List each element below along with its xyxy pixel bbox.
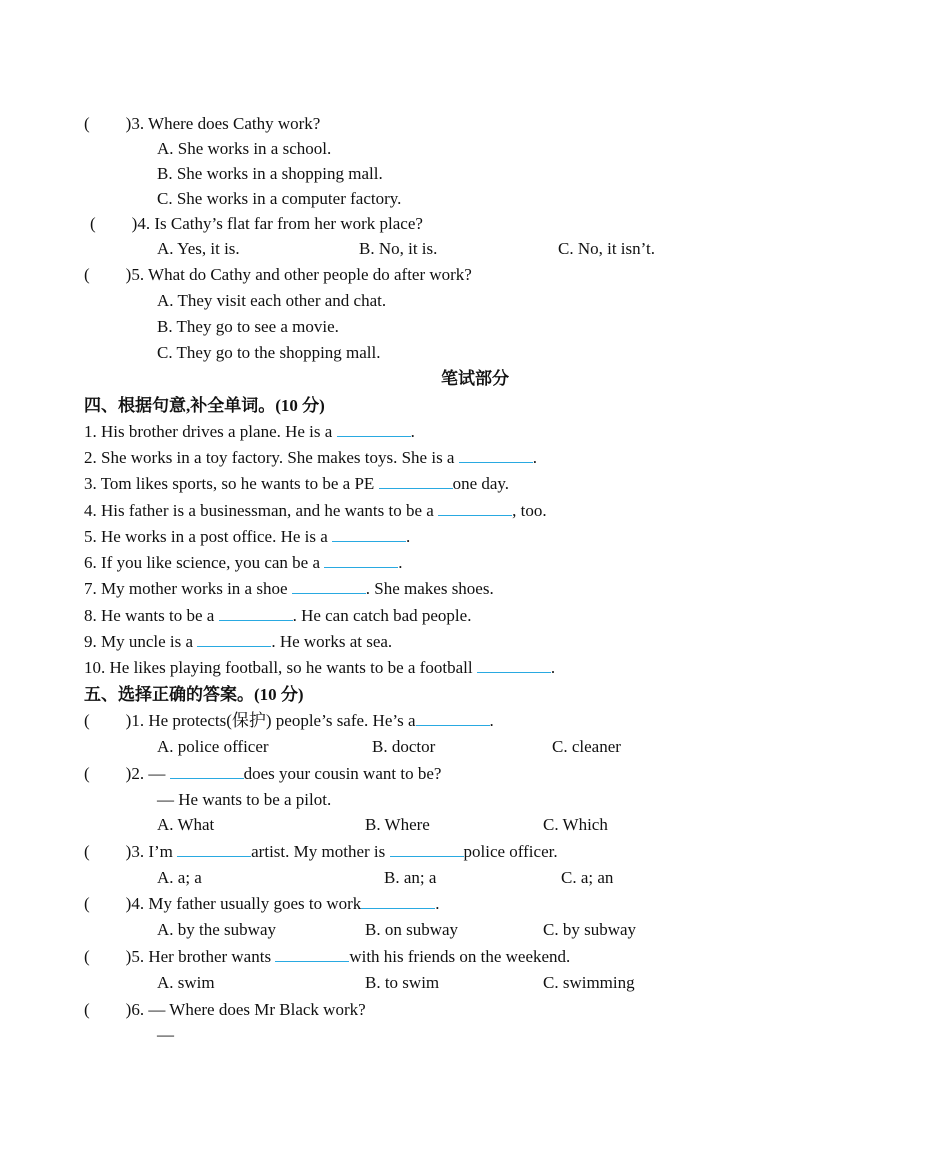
question-3 bbox=[84, 114, 320, 134]
option-a: A. She works in a school. bbox=[157, 139, 332, 158]
fill-item-7: 7. My mother works in a shoe . She makes shoes. bbox=[84, 579, 494, 598]
answer-blank[interactable] bbox=[416, 711, 490, 726]
option-b: B. doctor bbox=[372, 737, 436, 756]
fill-item-8: 8. He wants to be a . He can catch bad people. bbox=[84, 606, 472, 625]
answer-blank[interactable] bbox=[275, 947, 349, 962]
answer-paren[interactable]: ( bbox=[84, 1000, 90, 1019]
option-a: A. by the subway bbox=[157, 920, 276, 939]
section-5-title: 五、选择正确的答案。(10 分) bbox=[84, 685, 304, 704]
choice-question-2: ( )2. — does your cousin want to be? bbox=[84, 764, 442, 783]
option-a: A. swim bbox=[157, 973, 215, 992]
option-b: B. an; a bbox=[384, 868, 437, 887]
option-b: B. No, it is. bbox=[359, 239, 438, 258]
choice-question-3: ( )3. I’m artist. My mother is police officer. bbox=[84, 842, 558, 861]
answer-blank[interactable] bbox=[197, 632, 271, 647]
answer-blank[interactable] bbox=[379, 474, 453, 489]
option-b: B. on subway bbox=[365, 920, 459, 939]
answer-paren[interactable]: ( bbox=[84, 265, 90, 284]
answer-blank[interactable] bbox=[361, 894, 435, 909]
question-4 bbox=[90, 214, 423, 234]
answer-blank[interactable] bbox=[332, 527, 406, 542]
choice-question-4: ( )4. My father usually goes to work . bbox=[84, 894, 440, 913]
option-c: C. swimming bbox=[543, 973, 635, 992]
option-b: B. They go to see a movie. bbox=[157, 317, 339, 336]
answer-blank[interactable] bbox=[292, 579, 366, 594]
fill-item-5: 5. He works in a post office. He is a . bbox=[84, 527, 411, 546]
option-c: C. No, it isn’t. bbox=[558, 239, 655, 258]
question-5 bbox=[84, 265, 472, 285]
fill-item-3: 3. Tom likes sports, so he wants to be a PE one day. bbox=[84, 474, 510, 493]
section-4-title: 四、根据句意,补全单词。(10 分) bbox=[84, 396, 325, 415]
question-text: )5. What do Cathy and other people do after work? bbox=[125, 265, 472, 284]
fill-item-10: 10. He likes playing football, so he wants to be a football . bbox=[84, 658, 556, 677]
answer-blank[interactable] bbox=[170, 764, 244, 779]
option-c: C. She works in a computer factory. bbox=[157, 189, 402, 208]
question-text: )3. Where does Cathy work? bbox=[125, 114, 321, 133]
answer-blank[interactable] bbox=[177, 842, 251, 857]
answer-blank[interactable] bbox=[219, 606, 293, 621]
option-c: C. cleaner bbox=[552, 737, 621, 756]
answer-paren[interactable]: ( bbox=[84, 947, 90, 966]
answer-paren[interactable]: ( bbox=[84, 711, 90, 730]
answer-blank[interactable] bbox=[459, 448, 533, 463]
answer-paren[interactable]: ( bbox=[84, 764, 90, 783]
option-c: C. a; an bbox=[561, 868, 614, 887]
fill-item-9: 9. My uncle is a . He works at sea. bbox=[84, 632, 393, 651]
answer-paren[interactable]: ( bbox=[84, 894, 90, 913]
option-c: C. Which bbox=[543, 815, 608, 834]
choice-question-6: ( )6. — Where does Mr Black work? bbox=[84, 1000, 366, 1019]
option-a: A. police officer bbox=[157, 737, 269, 756]
option-b: B. She works in a shopping mall. bbox=[157, 164, 383, 183]
answer-blank[interactable] bbox=[324, 553, 398, 568]
option-c: C. They go to the shopping mall. bbox=[157, 343, 381, 362]
question-text: )4. Is Cathy’s flat far from her work place? bbox=[131, 214, 423, 233]
option-a: A. They visit each other and chat. bbox=[157, 291, 387, 310]
question-reply: — bbox=[157, 1025, 174, 1044]
answer-blank[interactable] bbox=[390, 842, 464, 857]
answer-blank[interactable] bbox=[438, 501, 512, 516]
answer-paren[interactable]: ( bbox=[90, 214, 96, 233]
answer-paren[interactable]: ( bbox=[84, 842, 90, 861]
answer-paren[interactable]: ( bbox=[84, 114, 90, 133]
answer-blank[interactable] bbox=[337, 422, 411, 437]
choice-question-5: ( )5. Her brother wants with his friends on the weekend. bbox=[84, 947, 571, 966]
option-c: C. by subway bbox=[543, 920, 637, 939]
choice-question-1: ( )1. He protects(保护) people’s safe. He’s a . bbox=[84, 711, 494, 730]
fill-item-1: 1. His brother drives a plane. He is a . bbox=[84, 422, 415, 441]
option-b: B. Where bbox=[365, 815, 430, 834]
fill-item-6: 6. If you like science, you can be a . bbox=[84, 553, 403, 572]
option-a: A. Yes, it is. bbox=[157, 239, 240, 258]
written-part-title: 笔试部分 bbox=[441, 369, 509, 388]
option-a: A. What bbox=[157, 815, 215, 834]
answer-blank[interactable] bbox=[477, 658, 551, 673]
fill-item-4: 4. His father is a businessman, and he wants to be a , too. bbox=[84, 501, 547, 520]
question-reply: — He wants to be a pilot. bbox=[157, 790, 332, 809]
fill-item-2: 2. She works in a toy factory. She makes toys. She is a . bbox=[84, 448, 537, 467]
option-a: A. a; a bbox=[157, 868, 202, 887]
option-b: B. to swim bbox=[365, 973, 440, 992]
